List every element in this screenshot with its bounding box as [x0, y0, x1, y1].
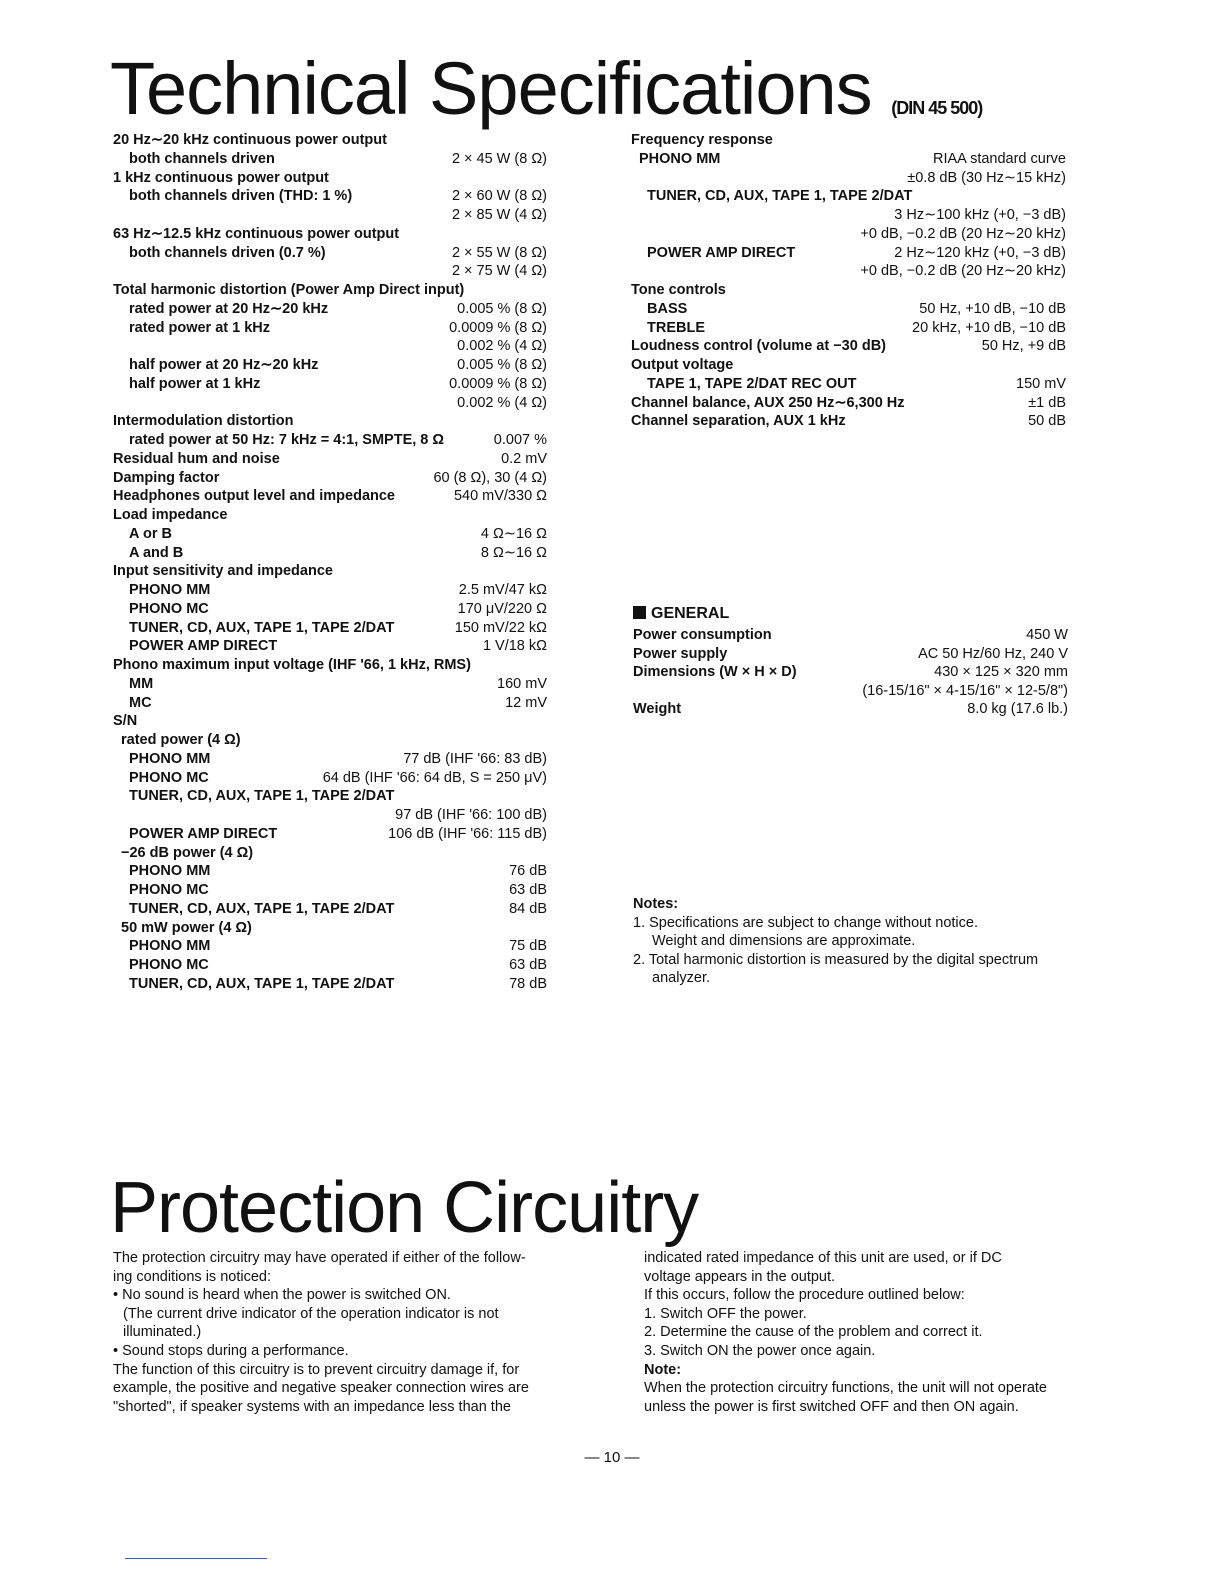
text-line: When the protection circuitry functions, the unit will not operate — [644, 1380, 1047, 1397]
spec-row — [113, 300, 547, 319]
spec-label: Loudness control (volume at −30 dB) — [631, 338, 886, 355]
spec-value: 75 dB — [509, 938, 547, 955]
spec-row — [113, 319, 547, 338]
spec-row — [631, 281, 1066, 300]
spec-value: AC 50 Hz/60 Hz, 240 V — [918, 645, 1068, 662]
spec-value: 0.0009 % (8 Ω) — [449, 319, 547, 336]
spec-row — [113, 469, 547, 488]
spec-label: −26 dB power (4 Ω) — [121, 844, 254, 861]
spec-row — [113, 694, 547, 713]
procedure-step: 3. Switch ON the power once again. — [644, 1342, 876, 1359]
spec-row — [631, 187, 1066, 206]
spec-value: 50 dB — [1028, 413, 1066, 430]
spec-row — [113, 750, 547, 769]
spec-value: 160 mV — [497, 675, 547, 692]
spec-label: 20 Hz∼20 kHz continuous power output — [113, 132, 387, 148]
spec-row — [113, 769, 547, 788]
spec-row — [113, 900, 547, 919]
spec-value: 2 × 55 W (8 Ω) — [451, 244, 547, 261]
spec-label: Phono maximum input voltage (IHF '66, 1 kHz, RMS) — [113, 657, 471, 673]
spec-label: TUNER, CD, AUX, TAPE 1, TAPE 2/DAT — [129, 619, 395, 636]
spec-row — [631, 300, 1066, 319]
text-line: The protection circuitry may have operated if either of the follow- — [113, 1250, 526, 1266]
page-title — [110, 47, 983, 130]
spec-value: 50 Hz, +9 dB — [981, 338, 1066, 355]
spec-value: 3 Hz∼100 kHz (+0, −3 dB) — [894, 207, 1066, 223]
spec-row — [113, 862, 547, 881]
spec-label: Damping factor — [113, 469, 220, 486]
spec-value: 4 Ω∼16 Ω — [480, 525, 547, 542]
note-line: analyzer. — [652, 970, 711, 987]
notes — [633, 895, 1073, 988]
spec-row — [113, 731, 547, 750]
spec-row — [113, 581, 547, 600]
spec-label: Frequency response — [631, 132, 773, 148]
spec-row — [113, 712, 547, 731]
spec-value: 63 dB — [509, 882, 547, 898]
page-number: — 10 — — [584, 1449, 640, 1466]
spec-label: POWER AMP DIRECT — [647, 244, 796, 261]
protection-title: Protection Circuitry — [110, 1168, 699, 1248]
text-line: "shorted", if speaker systems with an impedance less than the — [113, 1398, 511, 1415]
spec-row — [113, 375, 547, 394]
spec-label: TREBLE — [647, 319, 705, 336]
spec-row — [631, 262, 1066, 281]
spec-value: 84 dB — [509, 900, 547, 917]
spec-value: 150 mV/22 kΩ — [454, 619, 547, 636]
spec-row — [113, 244, 547, 263]
spec-row — [631, 169, 1066, 188]
text-line: If this occurs, follow the procedure outlined below: — [644, 1287, 965, 1304]
spec-value: 20 kHz, +10 dB, −10 dB — [912, 319, 1066, 336]
general-heading: GENERAL — [633, 604, 729, 624]
spec-row — [633, 663, 1068, 682]
spec-value: ±1 dB — [1028, 394, 1066, 411]
spec-value: 0.007 % — [493, 432, 547, 448]
spec-value: 97 dB (IHF '66: 100 dB) — [395, 807, 547, 823]
spec-label: PHONO MM — [129, 863, 211, 880]
text-line: • Sound stops during a performance. — [113, 1342, 349, 1359]
spec-row — [631, 375, 1066, 394]
spec-value: 2 × 60 W (8 Ω) — [451, 188, 547, 205]
spec-label: A and B — [129, 544, 184, 561]
spec-row — [113, 637, 547, 656]
procedure-step: 1. Switch OFF the power. — [644, 1305, 807, 1322]
spec-row — [113, 844, 547, 863]
spec-label: Weight — [633, 701, 682, 718]
spec-label: Power consumption — [633, 627, 772, 643]
note-line: 2. Total harmonic distortion is measured by the digital spectrum — [633, 951, 1039, 968]
note-line: Weight and dimensions are approximate. — [652, 933, 916, 950]
spec-label: TUNER, CD, AUX, TAPE 1, TAPE 2/DAT — [129, 975, 395, 992]
spec-label: Channel separation, AUX 1 kHz — [631, 413, 846, 430]
spec-label: Load impedance — [113, 507, 228, 523]
spec-row — [113, 412, 547, 431]
spec-value: 8.0 kg (17.6 lb.) — [967, 701, 1068, 718]
spec-row — [113, 787, 547, 806]
notes-heading: Notes: — [633, 896, 679, 912]
spec-row — [113, 562, 547, 581]
spec-value: 63 dB — [509, 957, 547, 973]
square-bullet-icon — [633, 606, 646, 619]
spec-label: Input sensitivity and impedance — [113, 563, 333, 580]
spec-value: 0.002 % (4 Ω) — [457, 338, 547, 355]
spec-row — [113, 356, 547, 375]
spec-label: Channel balance, AUX 250 Hz∼6,300 Hz — [631, 394, 905, 411]
spec-value: 2.5 mV/47 kΩ — [458, 582, 547, 598]
spec-value: 76 dB — [509, 863, 547, 880]
spec-value: 2 × 75 W (4 Ω) — [451, 263, 547, 280]
specs-title: Technical Specifications — [110, 47, 872, 130]
spec-label: PHONO MM — [129, 750, 211, 767]
spec-label: Tone controls — [631, 282, 726, 298]
spec-label: POWER AMP DIRECT — [129, 638, 278, 655]
note-heading: Note: — [644, 1361, 682, 1378]
spec-label: PHONO MM — [129, 582, 211, 598]
spec-row — [113, 544, 547, 563]
spec-row — [113, 656, 547, 675]
spec-row — [633, 626, 1068, 645]
spec-row — [633, 645, 1068, 664]
spec-label: Dimensions (W × H × D) — [633, 664, 797, 681]
spec-value: 8 Ω∼16 Ω — [480, 544, 547, 561]
spec-label: 63 Hz∼12.5 kHz continuous power output — [113, 225, 400, 242]
spec-label: MM — [129, 675, 154, 692]
spec-row — [631, 356, 1066, 375]
spec-value: 170 μV/220 Ω — [457, 600, 547, 617]
spec-label: Power supply — [633, 645, 728, 662]
spec-row — [113, 506, 547, 525]
spec-label: Headphones output level and impedance — [113, 488, 395, 505]
spec-row — [113, 262, 547, 281]
spec-row — [631, 412, 1066, 431]
spec-label: TUNER, CD, AUX, TAPE 1, TAPE 2/DAT — [647, 188, 913, 205]
spec-row — [631, 244, 1066, 263]
spec-row — [113, 150, 547, 169]
spec-row — [113, 825, 547, 844]
spec-row — [113, 281, 547, 300]
spec-value: 64 dB (IHF '66: 64 dB, S = 250 μV) — [322, 769, 547, 786]
spec-value: 450 W — [1026, 627, 1068, 643]
spec-label: rated power at 50 Hz: 7 kHz = 4:1, SMPTE, 8 Ω — [129, 432, 445, 448]
spec-row — [113, 337, 547, 356]
spec-label: both channels driven (0.7 %) — [129, 244, 326, 261]
spec-row — [113, 487, 547, 506]
spec-label: 50 mW power (4 Ω) — [121, 919, 252, 936]
spec-value: 12 mV — [505, 694, 547, 711]
spec-value: 150 mV — [1016, 375, 1066, 392]
spec-value: 60 (8 Ω), 30 (4 Ω) — [433, 469, 547, 486]
spec-label: TUNER, CD, AUX, TAPE 1, TAPE 2/DAT — [129, 900, 395, 917]
spec-label: half power at 20 Hz∼20 kHz — [129, 357, 319, 373]
spec-value: 106 dB (IHF '66: 115 dB) — [388, 825, 547, 842]
spec-value: 2 Hz∼120 kHz (+0, −3 dB) — [894, 244, 1066, 261]
spec-label: PHONO MC — [129, 769, 209, 786]
spec-value: RIAA standard curve — [933, 150, 1066, 167]
spec-label: rated power at 1 kHz — [129, 319, 271, 336]
text-line: (The current drive indicator of the operation indicator is not — [123, 1305, 499, 1322]
spec-value: 50 Hz, +10 dB, −10 dB — [919, 300, 1066, 317]
spec-row — [631, 131, 1066, 150]
spec-value: 0.005 % (8 Ω) — [457, 300, 547, 317]
spec-row — [631, 225, 1066, 244]
spec-value: 0.005 % (8 Ω) — [457, 357, 547, 373]
spec-row — [631, 319, 1066, 338]
spec-value: 2 × 85 W (4 Ω) — [451, 207, 547, 223]
spec-label: Residual hum and noise — [113, 450, 280, 467]
spec-value: 540 mV/330 Ω — [453, 488, 547, 505]
spec-value: 78 dB — [509, 975, 547, 992]
spec-row — [113, 450, 547, 469]
spec-label: A or B — [129, 525, 172, 542]
spec-row — [631, 337, 1066, 356]
spec-row — [113, 394, 547, 413]
spec-row — [113, 187, 547, 206]
text-line: indicated rated impedance of this unit are used, or if DC — [644, 1250, 1002, 1266]
spec-value: ±0.8 dB (30 Hz∼15 kHz) — [907, 169, 1066, 186]
spec-label: half power at 1 kHz — [129, 375, 261, 392]
spec-label: TAPE 1, TAPE 2/DAT REC OUT — [647, 375, 857, 392]
spec-value: +0 dB, −0.2 dB (20 Hz∼20 kHz) — [860, 225, 1066, 242]
spec-label: 1 kHz continuous power output — [113, 169, 329, 186]
spec-label: both channels driven — [129, 150, 275, 167]
text-line: illuminated.) — [123, 1324, 202, 1341]
spec-row — [631, 206, 1066, 225]
spec-label: PHONO MM — [639, 150, 721, 167]
spec-label: S/N — [113, 713, 138, 730]
spec-row — [113, 431, 547, 450]
note-line: 1. Specifications are subject to change without notice. — [633, 914, 978, 931]
spec-label: TUNER, CD, AUX, TAPE 1, TAPE 2/DAT — [129, 788, 395, 805]
spec-row — [113, 675, 547, 694]
spec-row — [113, 600, 547, 619]
spec-label: Total harmonic distortion (Power Amp Direct input) — [113, 282, 465, 298]
spec-label: PHONO MC — [129, 600, 209, 617]
spec-value: 77 dB (IHF '66: 83 dB) — [403, 750, 547, 767]
spec-value: (16-15/16" × 4-15/16" × 12-5/8") — [862, 682, 1068, 699]
spec-row — [113, 937, 547, 956]
protection-left-text — [113, 1249, 545, 1416]
spec-value: 2 × 45 W (8 Ω) — [451, 150, 547, 167]
spec-label: Intermodulation distortion — [113, 413, 294, 430]
text-line: ing conditions is noticed: — [113, 1268, 271, 1285]
spec-value: 1 V/18 kΩ — [482, 638, 547, 655]
spec-label: rated power (4 Ω) — [121, 732, 241, 748]
spec-row — [113, 956, 547, 975]
spec-label: PHONO MC — [129, 882, 209, 898]
spec-label: PHONO MC — [129, 957, 209, 973]
spec-row — [631, 394, 1066, 413]
spec-label: BASS — [647, 300, 688, 317]
spec-row — [631, 150, 1066, 169]
spec-label: both channels driven (THD: 1 %) — [129, 188, 353, 205]
spec-value: 430 × 125 × 320 mm — [934, 664, 1068, 681]
spec-value: 0.2 mV — [501, 450, 547, 467]
text-line: voltage appears in the output. — [644, 1268, 836, 1285]
procedure-step: 2. Determine the cause of the problem and correct it. — [644, 1324, 983, 1341]
spec-row — [113, 525, 547, 544]
text-line: • No sound is heard when the power is switched ON. — [113, 1287, 451, 1304]
spec-value: 0.002 % (4 Ω) — [457, 394, 547, 411]
spec-row — [113, 131, 547, 150]
spec-row — [113, 169, 547, 188]
spec-label: PHONO MM — [129, 938, 211, 955]
text-line: unless the power is first switched OFF and then ON again. — [644, 1398, 1019, 1415]
spec-row — [113, 975, 547, 994]
spec-label: MC — [129, 694, 152, 711]
text-line: example, the positive and negative speaker connection wires are — [113, 1380, 529, 1397]
spec-row — [113, 225, 547, 244]
spec-row — [633, 700, 1068, 719]
text-line: The function of this circuitry is to prevent circuitry damage if, for — [113, 1361, 520, 1378]
spec-row — [113, 619, 547, 638]
spec-row — [113, 206, 547, 225]
din-standard: (DIN 45 500) — [891, 98, 983, 118]
protection-right-text — [644, 1249, 1076, 1416]
spec-row — [113, 919, 547, 938]
spec-row — [113, 881, 547, 900]
spec-label: Output voltage — [631, 357, 734, 373]
footer-rule — [125, 1558, 267, 1559]
spec-label: rated power at 20 Hz∼20 kHz — [129, 300, 329, 317]
spec-row — [633, 682, 1068, 701]
spec-value: 0.0009 % (8 Ω) — [449, 375, 547, 392]
spec-value: +0 dB, −0.2 dB (20 Hz∼20 kHz) — [860, 263, 1066, 280]
spec-row — [113, 806, 547, 825]
spec-label: POWER AMP DIRECT — [129, 825, 278, 842]
